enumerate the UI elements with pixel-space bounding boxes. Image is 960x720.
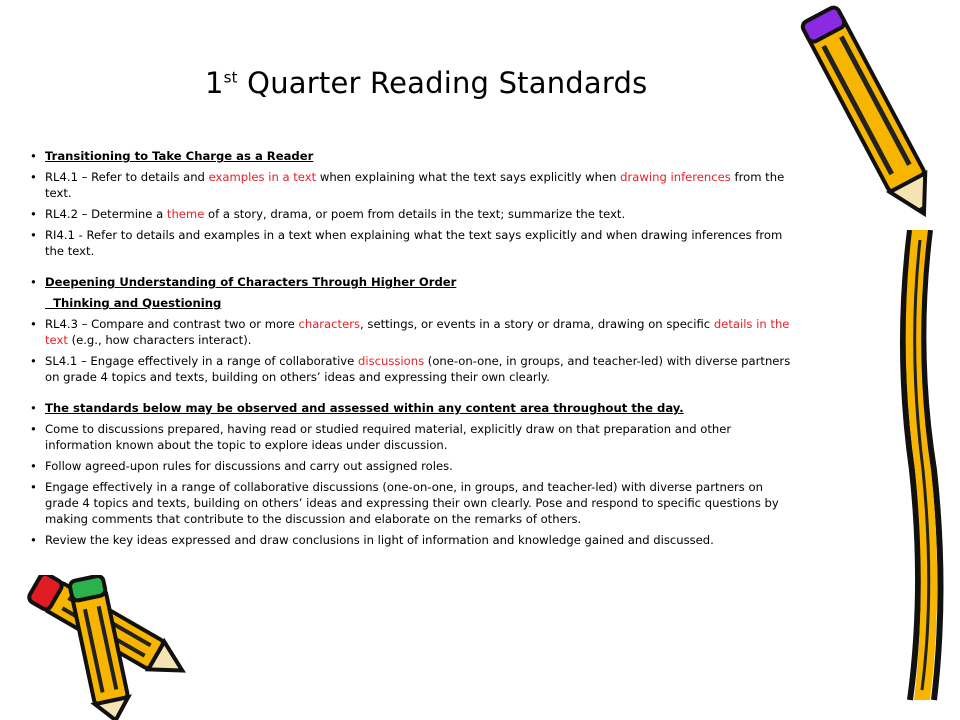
slide-title: [205, 66, 647, 100]
highlight-text: discussions: [357, 354, 425, 368]
list-item: [30, 148, 800, 164]
section-heading: Deepening Understanding of Characters Through Higher Order: [45, 275, 457, 289]
item-text: Engage effectively in a range of collaborative discussions (one-on-one, in groups, and teacher-led) with diverse partners on grade 4 topics and texts, building on others’ ideas and expressing their own clearly. Pose and respond to specific questions by making comments that contribute to the discussion and elaborate on the remarks of others.: [45, 480, 779, 526]
section-heading: Thinking and Questioning: [45, 296, 222, 310]
list-item: [30, 295, 800, 311]
item-text: RL4.2 – Determine a: [45, 207, 167, 221]
list-item: [30, 169, 800, 201]
list-item: [30, 206, 800, 222]
item-text: Come to discussions prepared, having read or studied required material, explicitly draw on that preparation and other information known about the topic to explore ideas under discussion.: [45, 422, 732, 452]
item-text: RI4.1 - Refer to details and examples in a text when explaining what the text says explicitly and when drawing inferences from the text.: [45, 228, 783, 258]
list-item: [30, 479, 800, 527]
section-heading: The standards below may be observed and assessed within any content area throughout the day.: [45, 401, 684, 415]
list-item: [30, 316, 800, 348]
item-text: (e.g., how characters interact).: [67, 333, 252, 347]
item-text: RL4.3 – Compare and contrast two or more: [45, 317, 299, 331]
item-text: of a story, drama, or poem from details in the text; summarize the text.: [204, 207, 626, 221]
standards-list: [30, 148, 800, 553]
title-number: 1: [205, 66, 224, 100]
list-item: [30, 421, 800, 453]
item-text: RL4.1 – Refer to details and: [45, 170, 209, 184]
pencil-clipart-right: [890, 230, 960, 710]
list-item: [30, 274, 800, 290]
list-item: [30, 400, 800, 416]
highlight-text: examples in a text: [208, 170, 317, 184]
item-text: Review the key ideas expressed and draw conclusions in light of information and knowledge gained and discussed.: [45, 533, 714, 547]
title-superscript: st: [223, 68, 238, 87]
list-item: [30, 227, 800, 259]
list-item: [30, 353, 800, 385]
item-text: , settings, or events in a story or drama, drawing on specific: [360, 317, 714, 331]
highlight-text: details in the text: [45, 317, 790, 347]
highlight-text: characters: [298, 317, 361, 331]
section-heading: Transitioning to Take Charge as a Reader: [45, 149, 314, 163]
item-text: from the text.: [45, 170, 785, 200]
list-item: [30, 532, 800, 548]
item-text: when explaining what the text says explicitly when: [316, 170, 621, 184]
item-text: (one-on-one, in groups, and teacher-led) with diverse partners on grade 4 topics and texts, building on others’ ideas and expressing their own clearly.: [45, 354, 791, 384]
item-text: Follow agreed-upon rules for discussions and carry out assigned roles.: [45, 459, 453, 473]
pencils-clipart-bottom-left: [0, 575, 200, 720]
highlight-text: drawing inferences: [620, 170, 731, 184]
list-item: [30, 458, 800, 474]
pencils-clipart-top-right: [790, 0, 960, 230]
title-text: Quarter Reading Standards: [237, 66, 648, 100]
highlight-text: theme: [166, 207, 205, 221]
item-text: SL4.1 – Engage effectively in a range of collaborative: [45, 354, 358, 368]
